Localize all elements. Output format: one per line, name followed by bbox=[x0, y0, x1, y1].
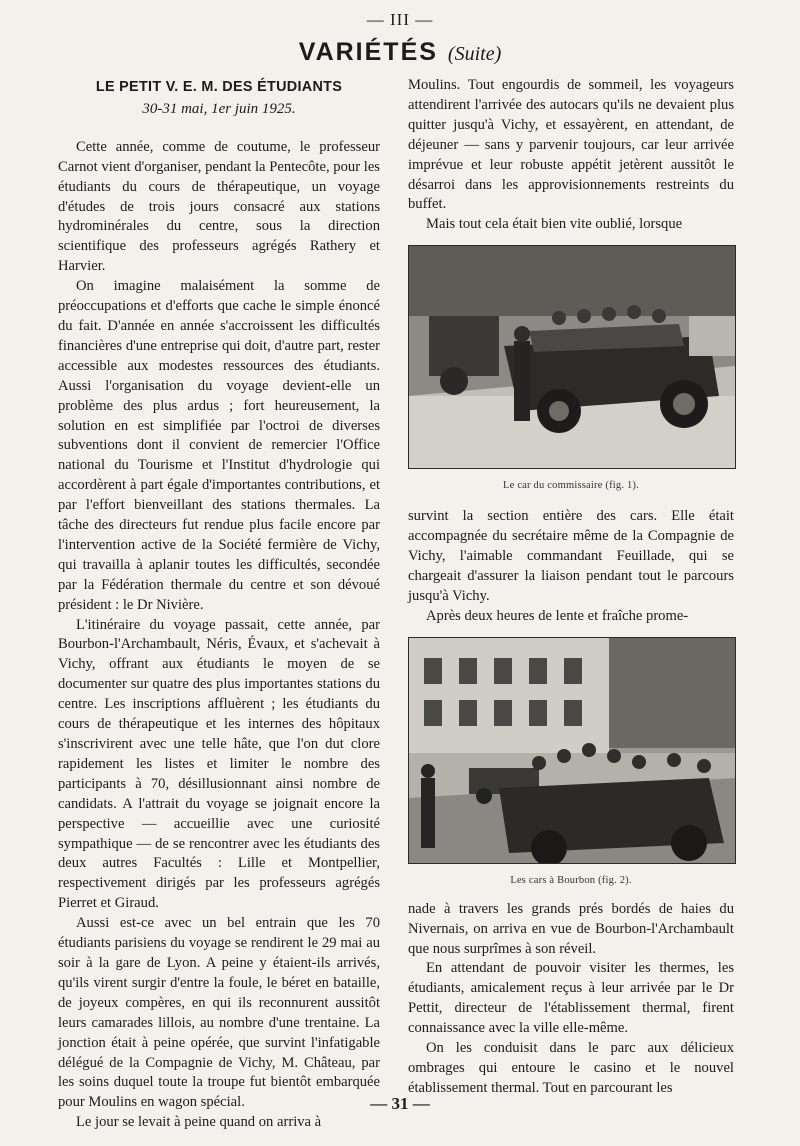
photo-cars-at-bourbon bbox=[408, 637, 736, 864]
figure-1-caption: Le car du commissaire (fig. 1). bbox=[503, 480, 639, 492]
figure-2-caption: Les cars à Bourbon (fig. 2). bbox=[510, 874, 632, 886]
right-paragraph: nade à travers les grands prés bordés de haies du Nivernais, on arriva en vue de Bourbon-l'Archambault que nous surprîmes à son réveil. bbox=[408, 900, 734, 957]
section-title-text: VARIÉTÉS bbox=[298, 38, 438, 66]
photo-cars-at-bourbon-image bbox=[409, 638, 735, 863]
right-paragraph: Après deux heures de lente et fraîche prome- bbox=[426, 607, 689, 624]
right-column bbox=[408, 76, 734, 1099]
left-column bbox=[58, 76, 380, 1133]
section-title bbox=[0, 38, 800, 67]
article-title: LE PETIT V. E. M. DES ÉTUDIANTS bbox=[95, 79, 343, 95]
right-paragraph: Moulins. Tout engourdis de sommeil, les voyageurs attendirent l'arrivée des autocars qu'ils ne devaient plus quitter jusqu'à Vichy, et essayèrent, en attendant, de déjeuner — sans y parvenir toujours, car leur arrivée imprévue et leur robuste appétit jetèrent aussitôt le désarroi dans les approvisionnements restreints du buffet. bbox=[408, 77, 734, 213]
left-paragraph: Le jour se levait à peine quand on arriva à bbox=[76, 1114, 322, 1131]
article-date: 30-31 mai, 1er juin 1925. bbox=[142, 100, 296, 117]
section-title-suite: (Suite) bbox=[447, 43, 502, 65]
page-header-number: — III — bbox=[366, 10, 434, 29]
photo-commissioner-car-image bbox=[409, 246, 735, 468]
photo-commissioner-car bbox=[408, 245, 736, 469]
right-paragraph: On les conduisit dans le parc aux délicieux ombrages qui entoure le casino et le nouvel établissement thermal. Tout en parcourant les bbox=[408, 1040, 734, 1096]
left-paragraph: L'itinéraire du voyage passait, cette année, par Bourbon-l'Archambault, Néris, Évaux, et s'achevait à Vichy, offrant aux étudiants le moyen de se documenter sur quatre des plus importantes stations du centre. Les inscriptions affluèrent ; les étudiants du cours de thérapeutique et les internes des hôpitaux s'inscrivirent avec une telle hâte, que l'on dut clore rapidement les listes et limiter le nombre des participants à 70, désillusionnant ainsi nombre de candidats. A l'attrait du voyage se joignait encore la perspective — accueillie avec une curiosité sympathique — de se rencontrer avec les étudiants des deux autres Facultés : Lille et Montpellier, respectivement dirigés par les professeurs agrégés Pierret et Giraud. bbox=[58, 616, 380, 912]
right-paragraph: Mais tout cela était bien vite oublié, lorsque bbox=[426, 216, 683, 233]
figure-1 bbox=[408, 245, 734, 493]
right-paragraph: En attendant de pouvoir visiter les thermes, les étudiants, amicalement reçus à leur arrivée par le Dr Pettit, directeur de l'établissement thermal, firent connaissance avec la ville elle-même. bbox=[408, 960, 734, 1037]
left-paragraph: Cette année, comme de coutume, le professeur Carnot vient d'organiser, pendant la Pentecôte, pour les étudiants du cours de thérapeutique, un voyage d'études de trois jours consacré aux stations hydrominérales du centre, sous la direction scientifique des professeurs agrégés Rathery et Harvier. bbox=[58, 138, 380, 275]
right-paragraph: survint la section entière des cars. Elle était accompagnée du secrétaire même de la Compagnie de Vichy, l'aimable commandant Feuillade, qui se chargeait d'assurer la liaison pendant tout le parcours jusqu'à Vichy. bbox=[408, 508, 734, 604]
figure-2 bbox=[408, 637, 734, 888]
left-paragraph: Aussi est-ce avec un bel entrain que les 70 étudiants parisiens du voyage se rendirent le 29 mai au soir à la gare de Lyon. A peine y étaient-ils arrivés, qu'ils virent surgir d'entre la foule, le béret en bataille, de joyeux compères, en qui ils reconnurent aussitôt leurs camarades lillois, au nombre d'une trentaine. La jonction était à peine opérée, que survint l'infatigable délégué de la Compagnie de Vichy, M. Château, par les soins duquel toute la troupe fut bientôt embarquée pour Moulins en wagon spécial. bbox=[58, 915, 380, 1111]
left-paragraph: On imagine malaisément la somme de préoccupations et d'efforts que cache le simple énoncé du fait. D'année en année s'accroissent les difficultés financières d'une entreprise qui doit, d'autre part, rester accessible aux modestes ressources des étudiants. Aussi l'organisation du voyage devient-elle un problème des plus ardus ; fort heureusement, la solution en est simplifiée par l'octroi de diverses subventions dont il convient de remercier l'Office national du Tourisme et l'Institut d'hydrologie qui accordèrent à part égale d'importantes contributions, et par l'effort bienveillant des stations thermales. La tâche des directeurs fut rendue plus facile encore par l'intervention active de la Société fermière de Vichy, qui travailla à aplanir toutes les difficultés, secondée par la Fédération thermale du centre et son dévoué président : le Dr Nivière. bbox=[58, 278, 380, 613]
page-number: — 31 — bbox=[370, 1094, 430, 1113]
